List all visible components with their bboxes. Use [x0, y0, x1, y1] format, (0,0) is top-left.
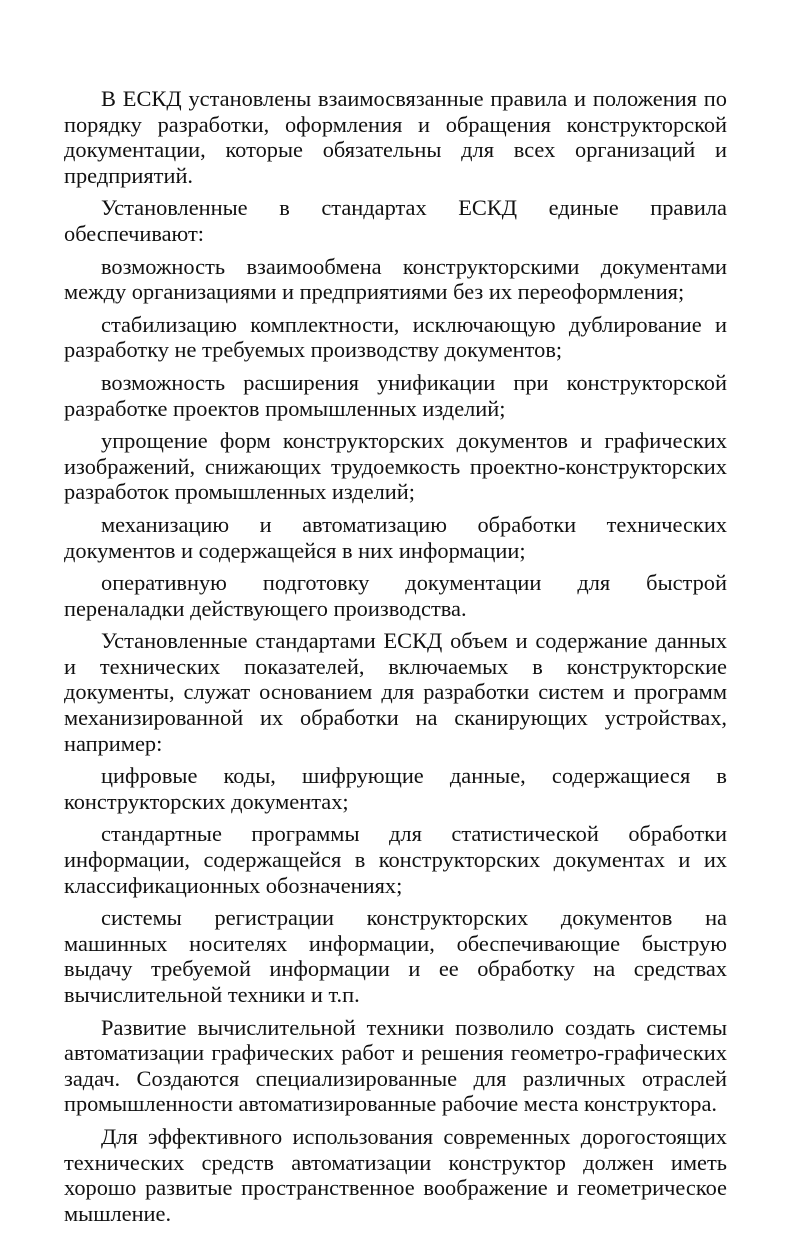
list-item-exchange: возможность взаимообмена конструкторскими документами между организациями и предприятиями без их переоформления; [64, 253, 727, 305]
list-item-operative-preparation: оперативную подготовку документации для быстрой переналадки действующего производства. [64, 570, 727, 621]
paragraph-effective-use: Для эффективного использования современных дорогостоящих технических средств автоматизации конструктор должен иметь хорошо развитые пространственное воображение и геометрическое мышление. [64, 1123, 727, 1226]
list-item-unification: возможность расширения унификации при конструкторской разработке проектов промышленных изделий; [64, 369, 727, 421]
list-item-registration-systems: системы регистрации конструкторских документов на машинных носителях информации, обеспечивающие быструю выдачу требуемой информации и ее обработку на средствах вычислительной техники и т.п. [64, 905, 727, 1007]
list-item-automation: механизацию и автоматизацию обработки технических документов и содержащейся в них информации; [64, 511, 727, 563]
paragraph-data-volume: Установленные стандартами ЕСКД объем и содержание данных и технических показателей, включаемых в конструкторские документы, служат основанием для разработки систем и программ механизированной их обработки на сканирующих устройствах, например: [64, 628, 727, 756]
list-item-simplification: упрощение форм конструкторских документов и графических изображений, снижающих трудоемкость проектно-конструкторских разработок промышленных изделий; [64, 428, 727, 505]
paragraph-computing-development: Развитие вычислительной техники позволило создать системы автоматизации графических работ и решения геометро-графических задач. Создаются специализированные для различных отраслей промышленности автоматизированные рабочие места конструктора. [64, 1014, 727, 1117]
list-item-standard-programs: стандартные программы для статистической обработки информации, содержащейся в конструкторских документах и их классификационных обозначениях; [64, 821, 727, 898]
page-body [64, 86, 727, 1233]
list-item-completeness: стабилизацию комплектности, исключающую дублирование и разработку не требуемых производству документов; [64, 311, 727, 363]
paragraph-eskd-rules: В ЕСКД установлены взаимосвязанные правила и положения по порядку разработки, оформления и обращения конструкторской документации, которые обязательны для всех организаций и предприятий. [64, 86, 727, 188]
paragraph-rules-provide: Установленные в стандартах ЕСКД единые правила обеспечивают: [64, 195, 727, 246]
list-item-digital-codes: цифровые коды, шифрующие данные, содержащиеся в конструкторских документах; [64, 763, 727, 814]
